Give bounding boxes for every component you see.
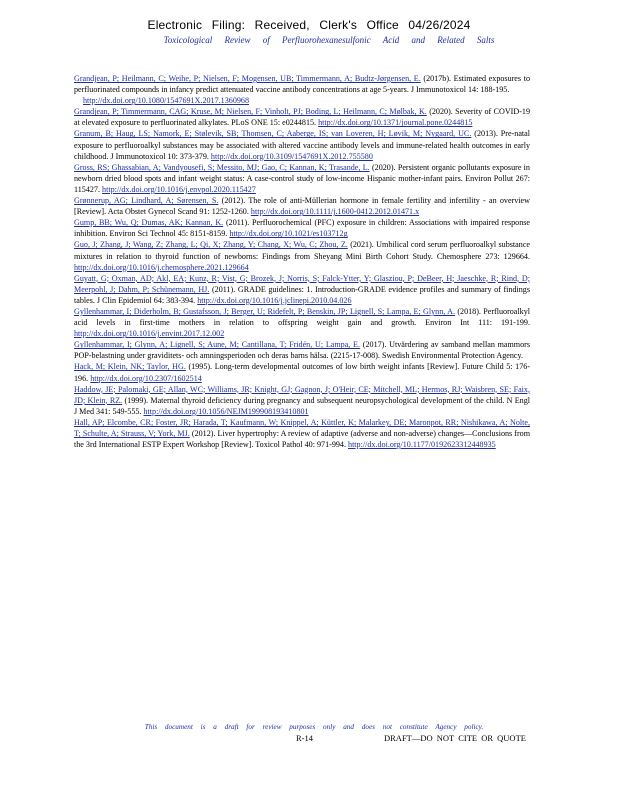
doi-link[interactable]: http://dx.doi.org/10.1016/j.jclinepi.2010.04.026	[197, 295, 352, 305]
reference-text: (2021). Umbilical cord serum perfluoroalkyl substance mixtures in relation to thyroid function of newborns: Findings from Sheyang Mini Birth Cohort Study. Chemosphere 273: 129664.	[74, 240, 530, 261]
doi-link[interactable]: http://dx.doi.org/10.1177/0192623312448935	[348, 440, 496, 450]
reference-list	[74, 73, 530, 450]
reference-authors[interactable]: Guyatt, G; Oxman, AD; Akl, EA; Kunz, R; Vist, G; Brozek, J; Norris, S; Falck-Ytter, Y; Glasziou, P; DeBeer, H; Jaeschke, R; Rind, D; Meerpohl, J; Dahm, P; Schünemann, HJ.	[74, 273, 530, 294]
doi-link[interactable]: http://dx.doi.org/10.3109/1547691X.2012.755580	[210, 151, 373, 161]
reference-text: (2013). Pre-natal exposure to perfluoroalkyl substances may be associated with altered vaccine antibody levels and immune-related health outcomes in early childhood. J Immunotoxicol 10: 373-379.	[74, 129, 531, 161]
reference-text: (2020). Severity of COVID-19 at elevated exposure to perfluorinated alkylates. PLoS ONE 15: e0244815.	[74, 107, 530, 128]
draft-disclaimer: This document is a draft for review purposes only and does not constitute Agency policy.	[144, 723, 484, 731]
reference-entry	[74, 306, 530, 339]
reference-entry	[74, 217, 530, 239]
reference-authors[interactable]: Grønnerup, AG; Lindhard, A; Sørensen, S.	[74, 196, 219, 206]
reference-entry	[74, 106, 530, 128]
doi-link[interactable]: http://dx.doi.org/10.1021/es103712g	[229, 229, 348, 239]
reference-text: (2011). Perfluorochemical (PFC) exposure in children: Associations with impaired response inhibition. Environ Sci Technol 45: 8151-8159.	[74, 218, 531, 239]
page-footer	[0, 723, 618, 745]
reference-entry	[74, 73, 530, 106]
reference-text: (1999). Maternal thyroid deficiency during pregnancy and subsequent neuropsychological development of the child. N Engl J Med 341: 549-555.	[74, 395, 530, 416]
reference-entry	[74, 417, 530, 450]
reference-authors[interactable]: Guo, J; Zhang, J; Wang, Z; Zhang, L; Qi, X; Zhang, Y; Chang, X; Wu, C; Zhou, Z.	[74, 240, 348, 250]
reference-text: (2012). Liver hypertrophy: A review of adaptive (adverse and non-adverse) changes—Conclusions from the 3rd International ESTP Expert Workshop [Review]. Toxicol Pathol 40: 971-994.	[74, 429, 530, 450]
page-header	[0, 18, 618, 45]
reference-authors[interactable]: Grandjean, P; Heilmann, C; Weihe, P; Nielsen, F; Mogensen, UB; Timmermann, A; Budtz-Jørgensen, E.	[74, 74, 421, 83]
reference-authors[interactable]: Hack, M; Klein, NK; Taylor, HG.	[74, 362, 186, 372]
reference-entry	[74, 273, 530, 306]
reference-authors[interactable]: Grandjean, P; Timmermann, CAG; Kruse, M; Nielsen, F; Vinholt, PJ; Boding, L; Heilmann, C; Mølbak, K.	[74, 107, 427, 117]
reference-entry	[74, 195, 530, 217]
reference-authors[interactable]: Granum, B; Haug, LS; Namork, E; Stølevik, SB; Thomsen, C; Aaberge, IS; van Loveren, H; Løvik, M; Nygaard, UC.	[74, 129, 472, 139]
reference-entry	[74, 339, 530, 361]
filing-stamp: Electronic Filing: Received, Clerk's Office 04/26/2024	[147, 18, 471, 32]
reference-text: (2011). GRADE guidelines: 1. Introduction-GRADE evidence profiles and summary of findings tables. J Clin Epidemiol 64: 383-394.	[74, 284, 530, 305]
reference-text: (2017). Utvärdering av samband mellan mammors POP-belastning under graviditets- och amningsperioden och deras barns hälsa. (2215-17-008). Swedish Environmental Protection Agency.	[74, 340, 530, 361]
doi-link[interactable]: http://dx.doi.org/10.1111/j.1600-0412.2012.01471.x	[250, 207, 420, 217]
reference-authors[interactable]: Gyllenhammar, I; Diderholm, B; Gustafsson, J; Berger, U; Ridefelt, P; Benskin, JP; Lignell, S; Lampa, E; Glynn, A.	[74, 306, 456, 316]
reference-entry	[74, 128, 530, 161]
doi-link[interactable]: http://dx.doi.org/10.1016/j.chemosphere.2021.129664	[74, 262, 249, 272]
reference-entry	[74, 162, 530, 195]
doi-link[interactable]: http://dx.doi.org/10.2307/1602514	[90, 373, 202, 383]
page-number: R-14	[296, 733, 313, 743]
draft-notice: DRAFT—DO NOT CITE OR QUOTE	[384, 733, 526, 743]
doi-link[interactable]: http://dx.doi.org/10.1056/NEJM199908193410801	[143, 406, 309, 416]
reference-authors[interactable]: Gross, RS; Ghassabian, A; Vandyousefi, S; Messito, MJ; Gao, C; Kannan, K; Trasande, L.	[74, 162, 370, 172]
reference-authors[interactable]: Gyllenhammar, I; Glynn, A; Lignell, S; Aune, M; Cantillana, T; Fridén, U; Lampa, E.	[74, 340, 361, 350]
reference-text: (2018). Perfluoroalkyl acid levels in first-time mothers in relation to offspring weight gain and growth. Environ Int 111: 191-199.	[74, 306, 530, 328]
doi-link[interactable]: http://dx.doi.org/10.1371/journal.pone.0244815	[318, 118, 473, 128]
reference-text: (2012). The role of anti-Müllerian hormone in female fertility and infertility - an overview [Review]. Acta Obstet Gynecol Scand 91: 1252-1260.	[74, 196, 530, 217]
reference-entry	[74, 239, 530, 272]
footer-bar	[0, 733, 618, 745]
reference-entry	[74, 384, 530, 417]
reference-text: (2020). Persistent organic pollutants exposure in newborn dried blood spots and infant weight status: A case-control study of low-income Hispanic mother-infant pairs. Environ Pollut 267: 115427.	[74, 162, 530, 194]
doi-link[interactable]: http://dx.doi.org/10.1080/1547691X.2017.1360968	[83, 96, 250, 106]
reference-text: (2017b). Estimated exposures to perfluorinated compounds in infancy predict attenuated vaccine antibody concentrations at age 5-years. J Immunotoxicol 14: 188-195.	[74, 74, 530, 95]
reference-authors[interactable]: Hall, AP; Elcombe, CR; Foster, JR; Harada, T; Kaufmann, W; Knippel, A; Küttler, K; Malarkey, DE; Maronpot, RR; Nishikawa, A; Nolte, T; Schulte, A; Strauss, V; York, MJ.	[74, 417, 530, 438]
doi-link[interactable]: http://dx.doi.org/10.1016/j.envpol.2020.115427	[102, 184, 256, 194]
reference-text: (1995). Long-term developmental outcomes of low birth weight infants [Review]. Future Child 5: 176-196.	[74, 362, 530, 383]
reference-authors[interactable]: Gump, BB; Wu, Q; Dumas, AK; Kannan, K.	[74, 218, 224, 228]
reference-entry	[74, 361, 530, 383]
document-subtitle: Toxicological Review of Perfluorohexanesulfonic Acid and Related Salts	[163, 35, 495, 45]
reference-authors[interactable]: Haddow, JE; Palomaki, GE; Allan, WC; Williams, JR; Knight, GJ; Gagnon, J; O'Heir, CE; Mitchell, ML; Hermos, RJ; Waisbren, SE; Faix, JD; Klein, RZ.	[74, 384, 530, 405]
doi-link[interactable]: http://dx.doi.org/10.1016/j.envint.2017.12.002	[74, 329, 225, 339]
